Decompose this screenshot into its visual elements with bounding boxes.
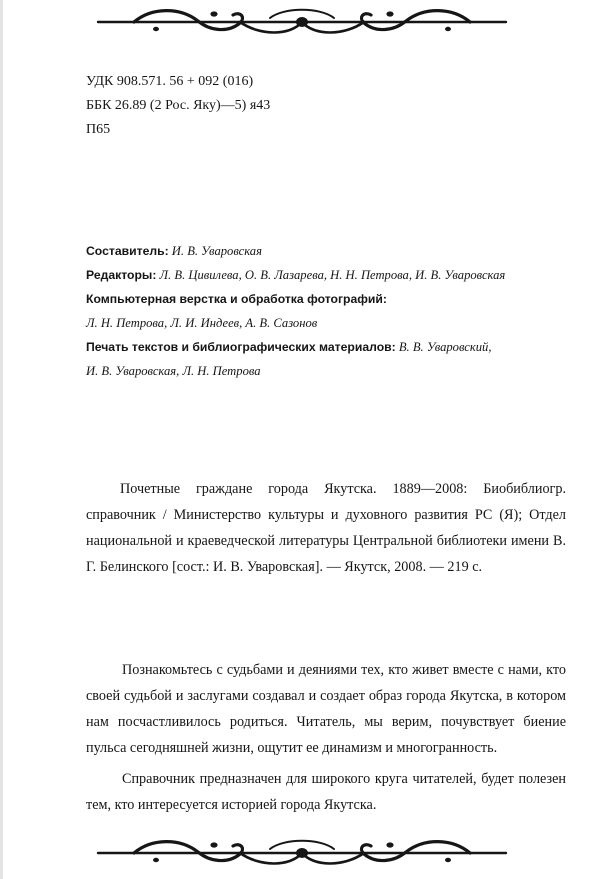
annotation-paragraph-2: Справочник предназначен для широкого круга читателей, будет полезен тем, кто интересуется историей города Якутска. — [86, 771, 566, 813]
bbk-code: ББК 26.89 (2 Рос. Яку)—5) я43 — [86, 98, 271, 113]
page-edge-shadow — [0, 0, 3, 879]
classification-codes — [86, 70, 270, 142]
printing-value-2: И. В. Уваровская, Л. Н. Петрова — [86, 364, 261, 378]
annotation-paragraph-1: Познакомьтесь с судьбами и деяниями тех, кто живет вместе с нами, кто своей судьбой и заслугами создавал и создает образ города Якутска, в котором нам посчастливилось родиться. Читатель, мы верим, почувствует биение пульса сегодняшней жизни, ощутит ее динамизм и многогранность. — [86, 662, 566, 756]
top-ornament-svg — [94, 5, 510, 39]
scroll-flourish-icon — [94, 836, 510, 870]
printing-line — [86, 335, 556, 359]
annotation-block — [86, 657, 566, 818]
layout-value: Л. Н. Петрова, Л. И. Индеев, А. В. Сазонов — [86, 316, 318, 330]
scroll-flourish-icon — [94, 5, 510, 39]
printing-continued-line — [86, 359, 556, 383]
compiler-value: И. В. Уваровская — [171, 244, 262, 258]
printing-label: Печать текстов и библиографических материалов: — [86, 340, 396, 354]
compiler-line — [86, 239, 556, 263]
author-mark: П65 — [86, 122, 111, 137]
abstract-text: Почетные граждане города Якутска. 1889—2008: Биобиблиогр. справочник / Министерство культуры и духовного развития РС (Я); Отдел национальной и краеведческой литературы Центральной библиотеки имени В. Г. Белинского [сост.: И. В. Уваровская]. — Якутск, 2008. — 219 с. — [86, 481, 566, 575]
printing-value-1: В. В. Уваровский, — [398, 340, 492, 354]
editors-value: Л. В. Цивилева, О. В. Лазарева, Н. Н. Петрова, И. В. Уваровская — [159, 268, 506, 282]
compiler-label: Составитель: — [86, 244, 169, 258]
bottom-ornament-svg — [94, 836, 510, 870]
udk-code: УДК 908.571. 56 + 092 (016) — [86, 74, 254, 89]
bibliographic-abstract — [86, 476, 566, 580]
layout-value-line — [86, 311, 556, 335]
layout-label: Компьютерная верстка и обработка фотографий: — [86, 292, 387, 306]
credits-block — [86, 239, 556, 383]
editors-label: Редакторы: — [86, 268, 157, 282]
layout-label-line — [86, 287, 556, 311]
editors-line — [86, 263, 556, 287]
